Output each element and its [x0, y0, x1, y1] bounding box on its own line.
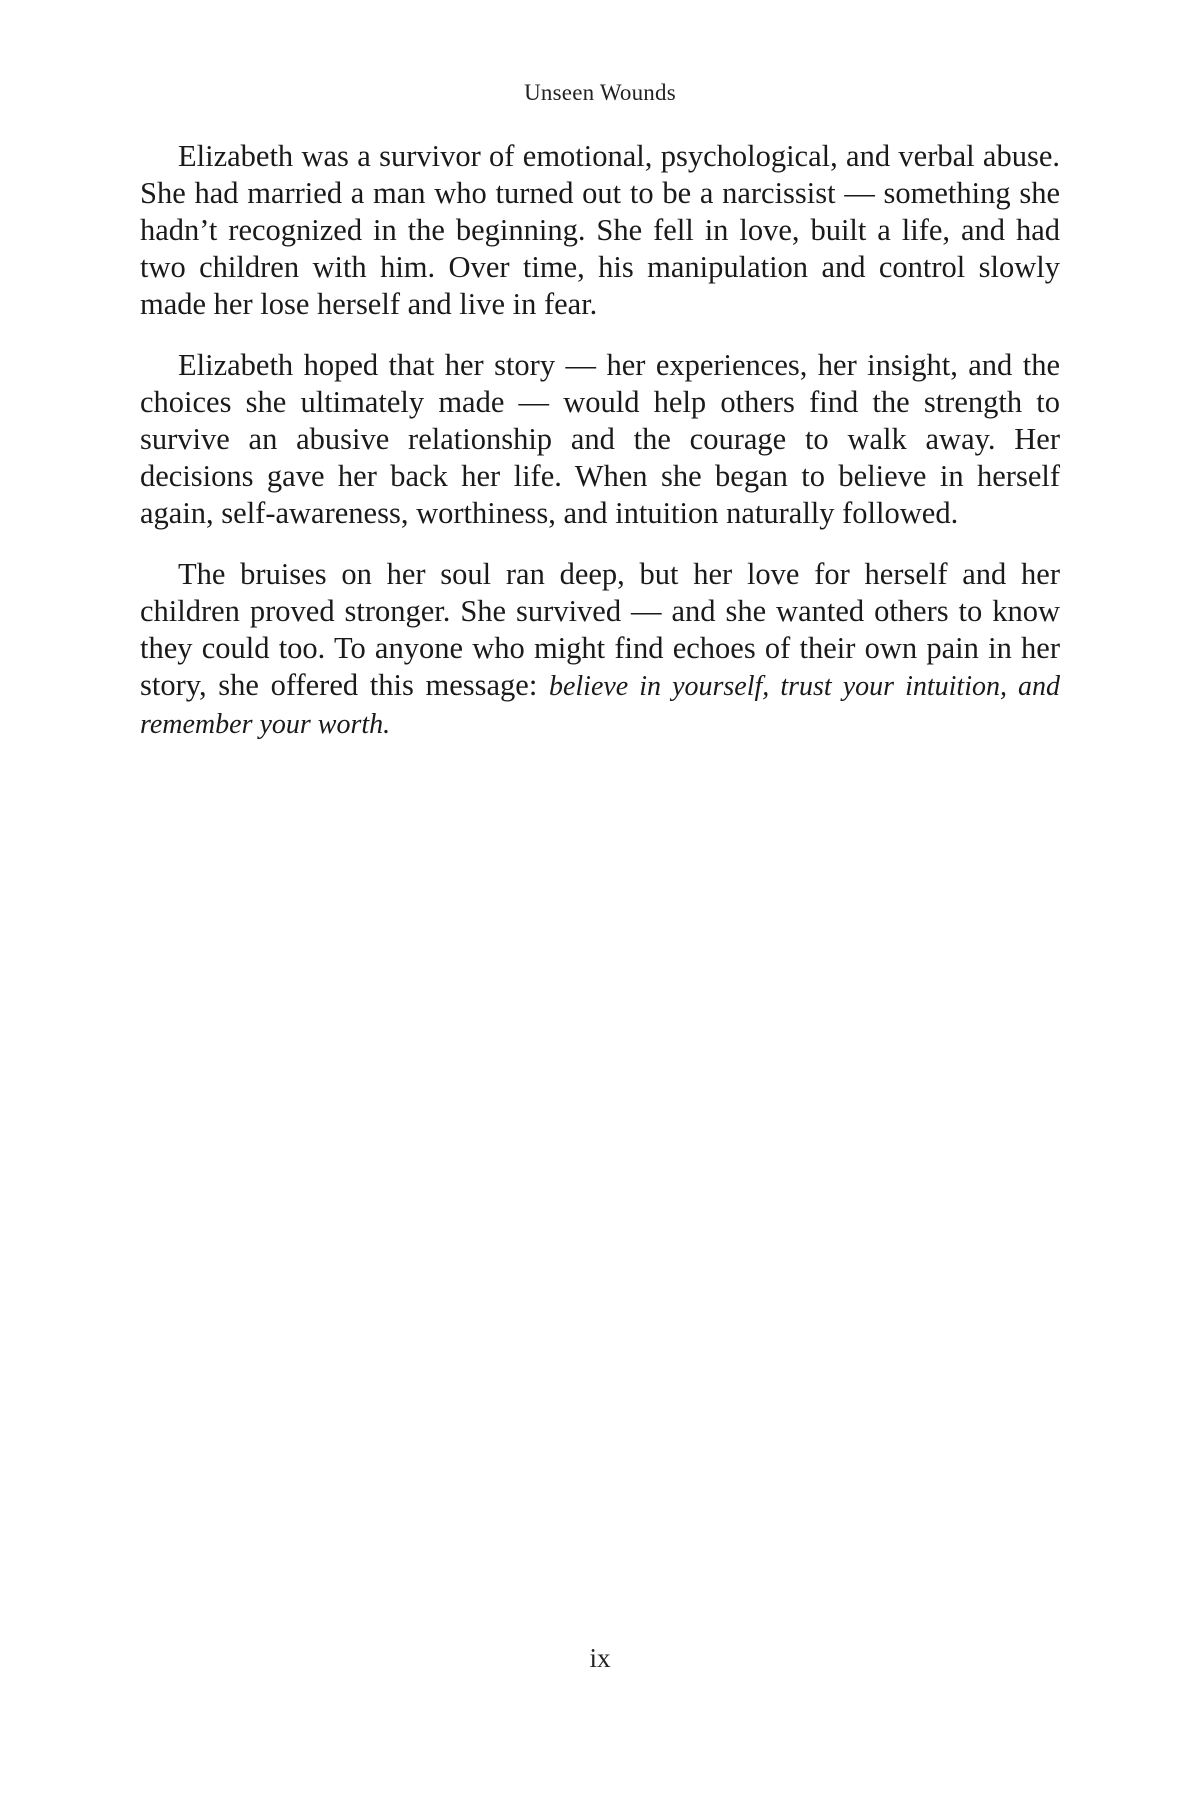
paragraph-text: The bruises on her soul ran deep, but her love for herself and her children proved stronger. She survived — and she wanted others to know they could too. To anyone who might find echoes of their own pain in her story, she offered this message:	[140, 557, 1060, 702]
paragraph	[140, 556, 1060, 743]
page-number: ix	[589, 1643, 611, 1673]
emphasized-message: believe in yourself, trust your intuition, and remember your worth.	[140, 671, 1061, 740]
running-header: Unseen Wounds	[524, 80, 676, 105]
paragraph: Elizabeth hoped that her story — her experiences, her insight, and the choices she ultimately made — would help others find the strength to survive an abusive relationship and the courage to walk away. Her decisions gave her back her life. When she began to believe in herself again, self-awareness, worthiness, and intuition naturally followed.	[140, 348, 1060, 530]
paragraph: Elizabeth was a survivor of emotional, psychological, and verbal abuse. She had married a man who turned out to be a narcissist — something she hadn’t recognized in the beginning. She fell in love, built a life, and had two children with him. Over time, his manipulation and control slowly made her lose herself and live in fear.	[140, 139, 1060, 321]
body-text	[140, 138, 1060, 767]
